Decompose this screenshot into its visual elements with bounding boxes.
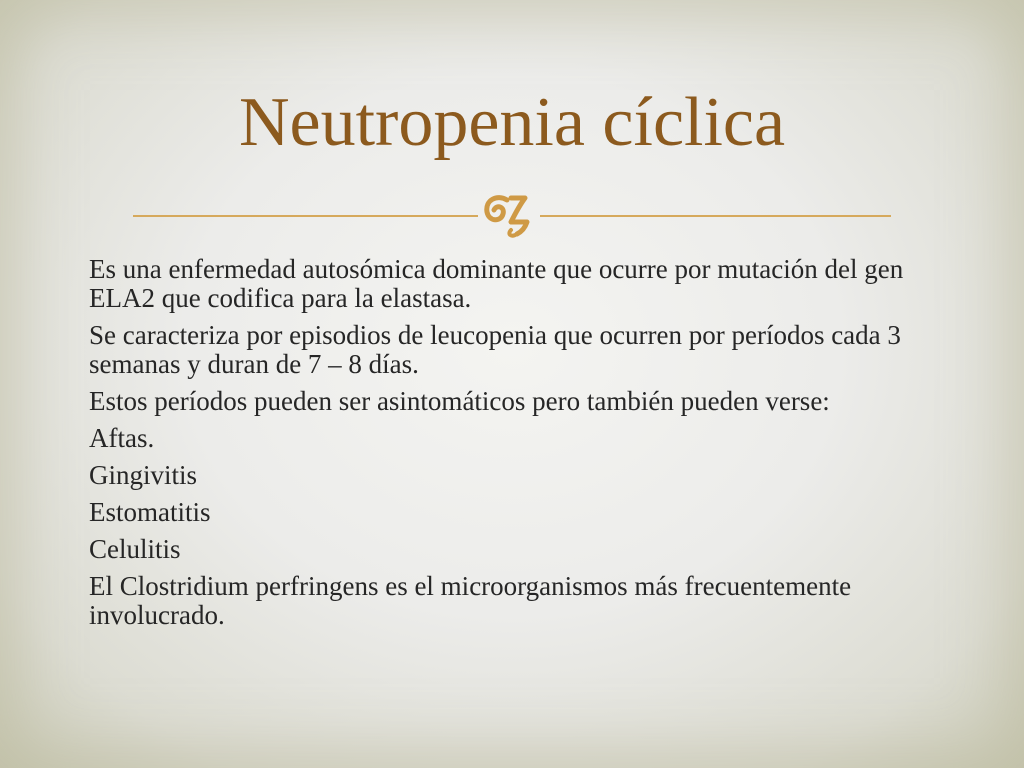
body-list-item: Celulitis (89, 534, 181, 564)
body-paragraph: Estos períodos pueden ser asintomáticos pero también pueden verse: (89, 386, 830, 416)
title-divider (133, 196, 891, 236)
divider-line-left (133, 215, 478, 217)
divider-line-right (540, 215, 891, 217)
body-list-item: Aftas. (89, 423, 155, 453)
body-paragraph: Es una enfermedad autosómica dominante que ocurre por mutación del gen ELA2 que codifica para la elastasa. (89, 254, 904, 313)
body-text-list (89, 255, 929, 638)
body-paragraph: Se caracteriza por episodios de leucopenia que ocurren por períodos cada 3 semanas y duran de 7 – 8 días. (89, 320, 901, 379)
slide-title: Neutropenia cíclica (238, 84, 786, 161)
body-paragraph: El Clostridium perfringens es el microorganismos más frecuentemente involucrado. (89, 571, 852, 630)
body-list-item: Estomatitis (89, 497, 211, 527)
flourish-ornament-icon (481, 190, 537, 240)
body-list-item: Gingivitis (89, 460, 198, 490)
